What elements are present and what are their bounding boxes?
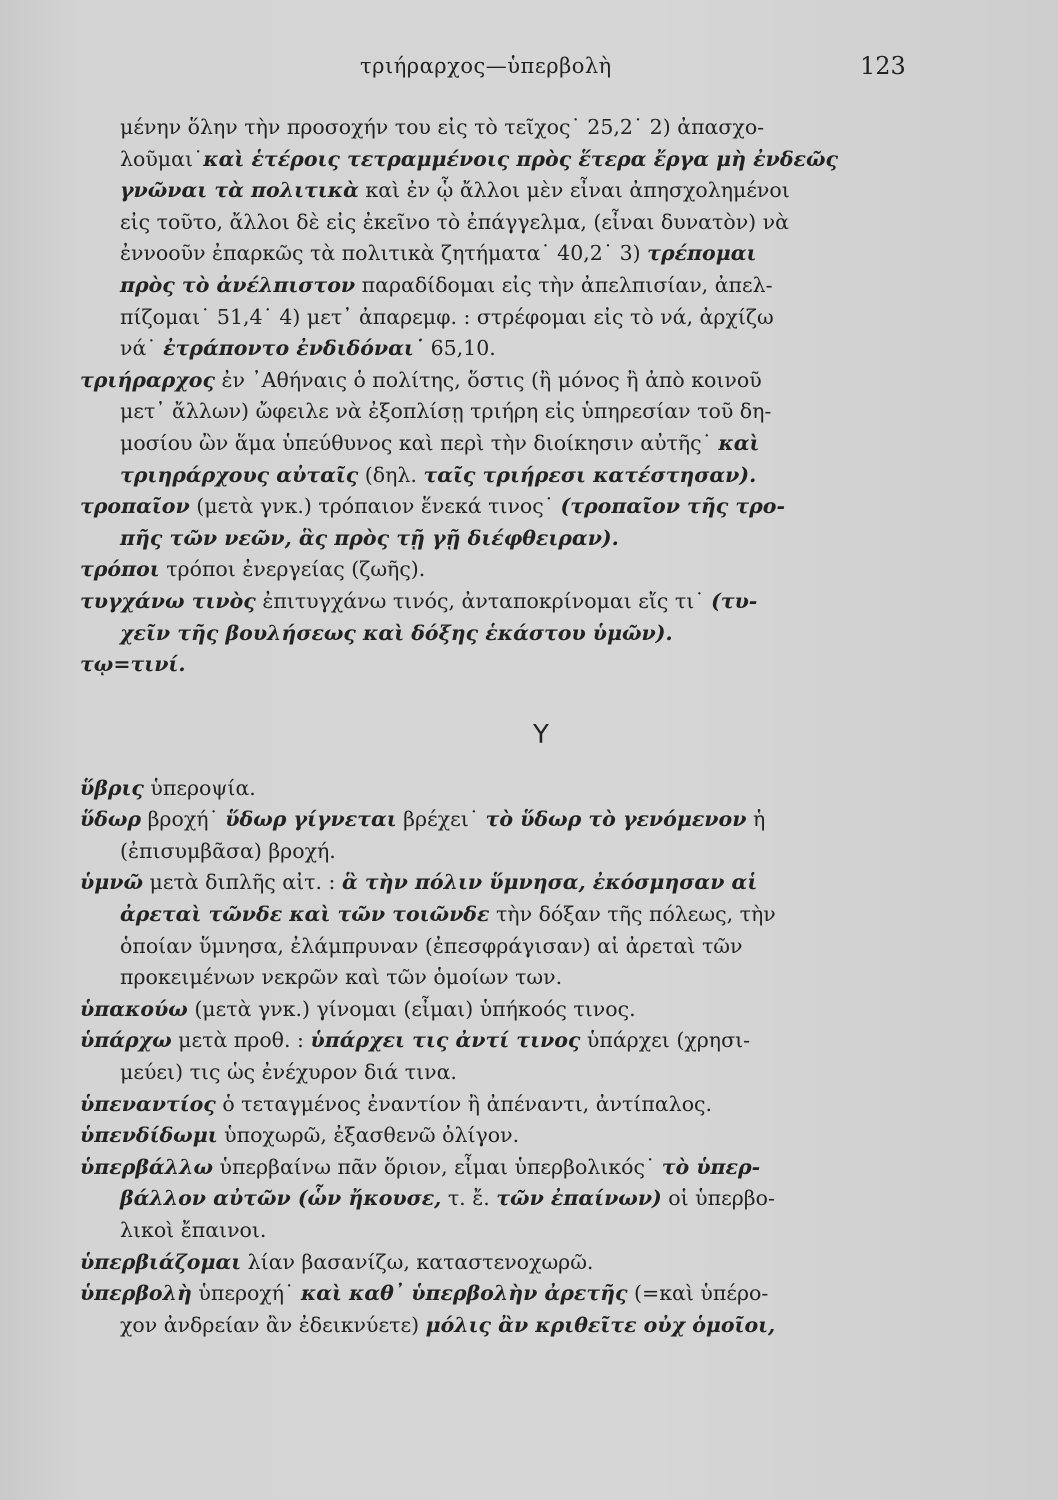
headword: τρόποι (80, 557, 160, 582)
headword: ὑπερβολὴ (80, 1281, 192, 1306)
headword: ὑπερβιάζομαι (80, 1249, 242, 1274)
headword: ὕδωρ (80, 807, 142, 832)
text-line: λικοὶ ἔπαινοι. (120, 1218, 267, 1242)
running-title: τριήραρχος—ὑπερβολὴ (360, 54, 612, 78)
entry-to (80, 649, 942, 681)
text-line: ἐννοοῦν ἐπαρκῶς τὰ πολιτικὰ ζητήματα˙ 40,2˙ 3) τρέπομαι (120, 241, 757, 266)
page-header (0, 52, 1058, 88)
text-line: μοσίου ὢν ἅμα ὑπεύθυνος καὶ περὶ τὴν διοίκησιν αὐτῆς˙ καὶ (120, 430, 760, 455)
headword: ὕβρις (80, 775, 144, 800)
entry-hybris: ὕβρις ὑπεροψία. (80, 775, 256, 800)
entry-hypenantios: ὑπεναντίος ὁ τεταγμένος ἐναντίον ἢ ἀπέναντι, ἀντίπαλος. (80, 1091, 713, 1116)
text-line: ἀρεταὶ τῶνδε καὶ τῶν τοιῶνδε τὴν δόξαν τῆς πόλεως, τὴν (120, 902, 776, 927)
entry-hypendidomi: ὑπενδίδωμι ὑποχωρῶ, ἐξασθενῶ ὀλίγον. (80, 1123, 520, 1148)
text-line: γνῶναι τὰ πολιτικὰ καὶ ἐν ᾧ ἄλλοι μὲν εἶναι ἀπησχολημένοι (120, 178, 790, 203)
page-number: 123 (860, 52, 906, 80)
text-line: νά˙ ἐτράποντο ἐνδιδόναι˙ 65,10. (120, 336, 496, 361)
text-line: τριηράρχους αὐταῖς (δηλ. ταῖς τριήρεσι κατέστησαν). (120, 462, 757, 487)
entry-tropoi: τρόποι τρόποι ἐνεργείας (ζωῆς). (80, 557, 426, 582)
entry-tygchano: τυγχάνω τινὸς ἐπιτυγχάνω τινός, ἀνταποκρίνομαι εἴς τι˙ (τυ- (80, 588, 758, 613)
entry-hyperbiazomai: ὑπερβιάζομαι λίαν βασανίζω, καταστενοχωρῶ. (80, 1249, 594, 1274)
text-line: (ἐπισυμβᾶσα) βροχή. (120, 838, 336, 863)
text-line: προκειμένων νεκρῶν καὶ τῶν ὁμοίων των. (120, 965, 563, 990)
headword: ὑπερβάλλω (80, 1154, 213, 1179)
headword: ὑπακούω (80, 996, 188, 1021)
entry-tropaion: τροπαῖον (μετὰ γνκ.) τρόπαιον ἕνεκά τινος˙ (τροπαῖον τῆς τρο- (80, 494, 785, 519)
glossary-text (80, 112, 942, 1341)
entry-triirarchos: τριήραρχος ἐν ᾿Αθήναις ὁ πολίτης, ὅστις (ἢ μόνος ἢ ἀπὸ κοινοῦ (80, 367, 762, 392)
entry-hymno: ὑμνῶ μετὰ διπλῆς αἰτ. : ἃ τὴν πόλιν ὕμνησα, ἐκόσμησαν αἱ (80, 870, 758, 895)
text-line: πῆς τῶν νεῶν, ἃς πρὸς τῇ γῇ διέφθειραν). (120, 525, 619, 550)
text-line: εἰς τοῦτο, ἄλλοι δὲ εἰς ἐκεῖνο τὸ ἐπάγγελμα, (εἶναι δυνατὸν) νὰ (120, 209, 789, 234)
entry-hydor: ὕδωρ βροχή˙ ὕδωρ γίγνεται βρέχει˙ τὸ ὕδωρ τὸ γενόμενον ἡ (80, 807, 766, 832)
entry-hyperbole: ὑπερβολὴ ὑπεροχή˙ καὶ καθ᾿ ὑπερβολὴν ἀρετῆς (=καὶ ὑπέρο- (80, 1281, 769, 1306)
headword: τυγχάνω τινὸς (80, 588, 256, 613)
text-line: ὁποίαν ὕμνησα, ἐλάμπρυναν (ἐπεσφράγισαν) αἱ ἀρεταὶ τῶν (120, 933, 743, 958)
text-line: χον ἀνδρείαν ἂν ἐδεικνύετε) μόλις ἂν κριθεῖτε οὐχ ὁμοῖοι, (120, 1312, 776, 1337)
entry-hyparcho: ὑπάρχω μετὰ προθ. : ὑπάρχει τις ἀντί τινος ὑπάρχει (χρησι- (80, 1028, 751, 1053)
text-line: πίζομαι˙ 51,4˙ 4) μετ᾿ ἀπαρεμφ. : στρέφομαι εἰς τὸ νά, ἀρχίζω (120, 304, 774, 329)
text-line: μεύει) τις ὡς ἐνέχυρον διά τινα. (120, 1060, 457, 1085)
headword: τροπαῖον (80, 494, 190, 519)
text-line: μένην ὅλην τὴν προσοχήν του εἰς τὸ τεῖχος˙ 25,2˙ 2) ἀπασχο- (120, 115, 765, 139)
headword: ὑπάρχω (80, 1028, 172, 1053)
text-line: χεῖν τῆς βουλήσεως καὶ δόξης ἑκάστου ὑμῶν). (120, 620, 673, 645)
headword: ὑμνῶ (80, 870, 143, 895)
text-line: βάλλον αὐτῶν (ὧν ἤκουσε, τ. ἔ. τῶν ἐπαίνων) οἱ ὑπερβο- (120, 1186, 775, 1211)
entry-hypakouo: ὑπακούω (μετὰ γνκ.) γίνομαι (εἶμαι) ὑπήκοός τινος. (80, 996, 636, 1021)
text-line: λοῦμαι˙καὶ ἑτέροις τετραμμένοις πρὸς ἕτερα ἔργα μὴ ἐνδεῶς (120, 146, 838, 171)
headword: ὑπεναντίος (80, 1091, 216, 1116)
headword: τῳ=τινί. (80, 652, 186, 677)
text-line: μετ᾿ ἄλλων) ὤφειλε νὰ ἐξοπλίσῃ τριήρη εἰς ὑπηρεσίαν τοῦ δη- (120, 399, 772, 424)
section-letter: Υ (533, 719, 549, 750)
text-line: πρὸς τὸ ἀνέλπιστον παραδίδομαι εἰς τὴν ἀπελπισίαν, ἀπελ- (120, 272, 773, 297)
headword: τριήραρχος (80, 367, 215, 392)
entry-hyperballo: ὑπερβάλλω ὑπερβαίνω πᾶν ὅριον, εἶμαι ὑπερβολικός˙ τὸ ὑπερ- (80, 1154, 761, 1179)
headword: ὑπενδίδωμι (80, 1123, 218, 1148)
